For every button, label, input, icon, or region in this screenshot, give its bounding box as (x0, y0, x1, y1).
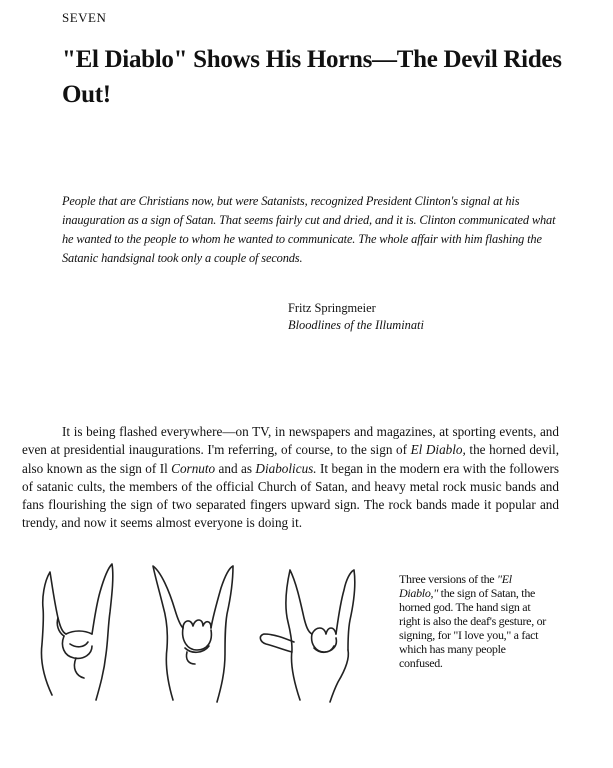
body-text-1: It is being flashed everywhere—on TV, in newspapers and magazines, at sporting events, and even at presidential inaugurations. I'm referring, of course, to the sign of (22, 424, 559, 458)
attribution (288, 300, 424, 334)
attribution-author: Fritz Springmeier (288, 301, 376, 315)
hand-sign-figures (22, 560, 394, 710)
body-emphasis-el-diablo: El Diablo, (410, 442, 466, 458)
body-emphasis-cornuto: Cornuto (171, 460, 216, 476)
caption-text-2: the sign of Satan, the horned god. The hand sign at right is also the deaf's gesture, or signing, for "I love you," a fact which has many people confused. (399, 586, 546, 670)
body-paragraph (22, 423, 559, 533)
chapter-label: SEVEN (62, 10, 107, 25)
caption-emphasis: "El Diablo," (399, 572, 512, 600)
figure-caption (399, 572, 549, 670)
body-emphasis-diabolicus: Diabolicus. (255, 460, 317, 476)
caption-text-1: Three versions of the (399, 572, 498, 586)
epigraph: People that are Christians now, but were Satanists, recognized President Clinton's signal at his inauguration as a sign of Satan. That seems fairly cut and dried, and it is. Clinton communicated what he wanted to the people to whom he wanted to communicate. The whole affair with him flashing the Satanic handsignal took only a couple of seconds. (62, 194, 556, 265)
horned-hand-sign-icon (147, 560, 247, 708)
body-text-4: It began in the modern era with the followers of satanic cults, the members of the official Church of Satan, and heavy metal rock music bands and fans flourishing the sign of two separated fingers upward sign. The rock bands made it popular and trendy, and now it seems almost everyone is doing it. (22, 460, 559, 531)
i-love-you-hand-sign-icon (254, 560, 374, 708)
body-text-3: and as (215, 460, 256, 476)
attribution-source: Bloodlines of the Illuminati (288, 318, 424, 332)
body-text-2: the horned devil, also known as the sign of Il (22, 442, 559, 476)
horned-hand-sign-icon (30, 560, 130, 708)
chapter-title: "El Diablo" Shows His Horns—The Devil Rides Out! (62, 46, 562, 108)
